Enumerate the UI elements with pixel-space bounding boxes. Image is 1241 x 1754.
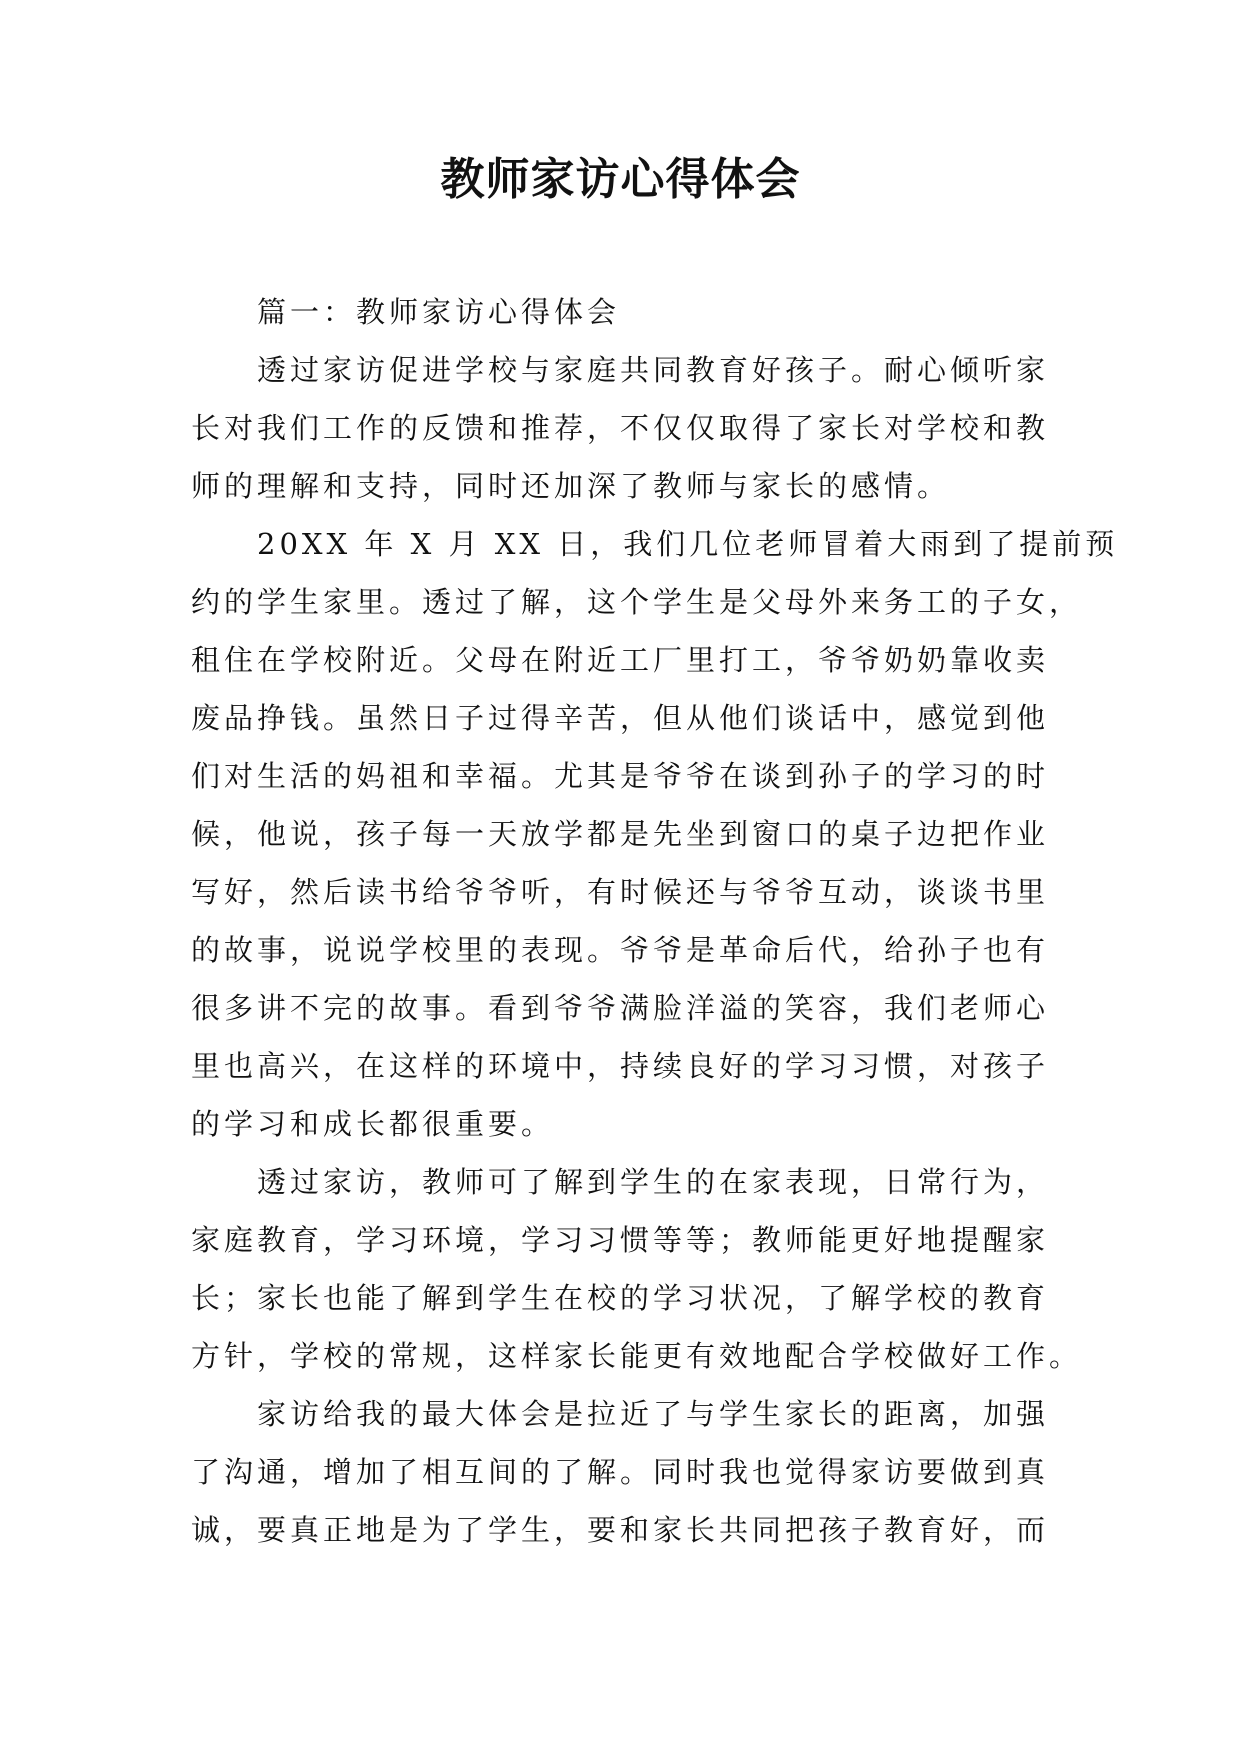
- paragraph-line: 租住在学校附近。父母在附近工厂里打工，爷爷奶奶靠收卖: [191, 643, 1050, 677]
- paragraph-line: 长对我们工作的反馈和推荐，不仅仅取得了家长对学校和教: [191, 411, 1050, 445]
- paragraph-line: 们对生活的妈祖和幸福。尤其是爷爷在谈到孙子的学习的时: [191, 759, 1050, 793]
- paragraph-line: 方针，学校的常规，这样家长能更有效地配合学校做好工作。: [191, 1339, 1083, 1373]
- paragraph-line: 约的学生家里。透过了解，这个学生是父母外来务工的子女，: [191, 585, 1083, 619]
- paragraph-line: 候，他说，孩子每一天放学都是先坐到窗口的桌子边把作业: [191, 817, 1050, 851]
- document-body: [191, 283, 1119, 1559]
- paragraph-line: 家庭教育，学习环境，学习习惯等等；教师能更好地提醒家: [191, 1223, 1050, 1257]
- paragraph-line: 透过家访，教师可了解到学生的在家表现，日常行为，: [257, 1165, 1050, 1199]
- document-title: 教师家访心得体会: [440, 154, 801, 205]
- paragraph-line: 家访给我的最大体会是拉近了与学生家长的距离，加强: [257, 1397, 1050, 1431]
- paragraph-line: 写好，然后读书给爷爷听，有时候还与爷爷互动，谈谈书里: [191, 875, 1050, 909]
- paragraph-line: 透过家访促进学校与家庭共同教育好孩子。耐心倾听家: [257, 353, 1050, 387]
- paragraph-line: 师的理解和支持，同时还加深了教师与家长的感情。: [191, 469, 951, 503]
- paragraph-line: 废品挣钱。虽然日子过得辛苦，但从他们谈话中，感觉到他: [191, 701, 1050, 735]
- paragraph-line: 很多讲不完的故事。看到爷爷满脸洋溢的笑容，我们老师心: [191, 991, 1050, 1025]
- section-heading: 篇一：教师家访心得体会: [257, 295, 621, 329]
- paragraph-line: 20XX 年 X 月 XX 日，我们几位老师冒着大雨到了提前预: [257, 527, 1119, 561]
- paragraph-line: 的学习和成长都很重要。: [191, 1107, 555, 1141]
- paragraph-line: 的故事，说说学校里的表现。爷爷是革命后代，给孙子也有: [191, 933, 1050, 967]
- paragraph-line: 长；家长也能了解到学生在校的学习状况，了解学校的教育: [191, 1281, 1050, 1315]
- paragraph-line: 了沟通，增加了相互间的了解。同时我也觉得家访要做到真: [191, 1455, 1050, 1489]
- paragraph-line: 里也高兴，在这样的环境中，持续良好的学习习惯，对孩子: [191, 1049, 1050, 1083]
- paragraph-line: 诚，要真正地是为了学生，要和家长共同把孩子教育好，而: [191, 1513, 1050, 1547]
